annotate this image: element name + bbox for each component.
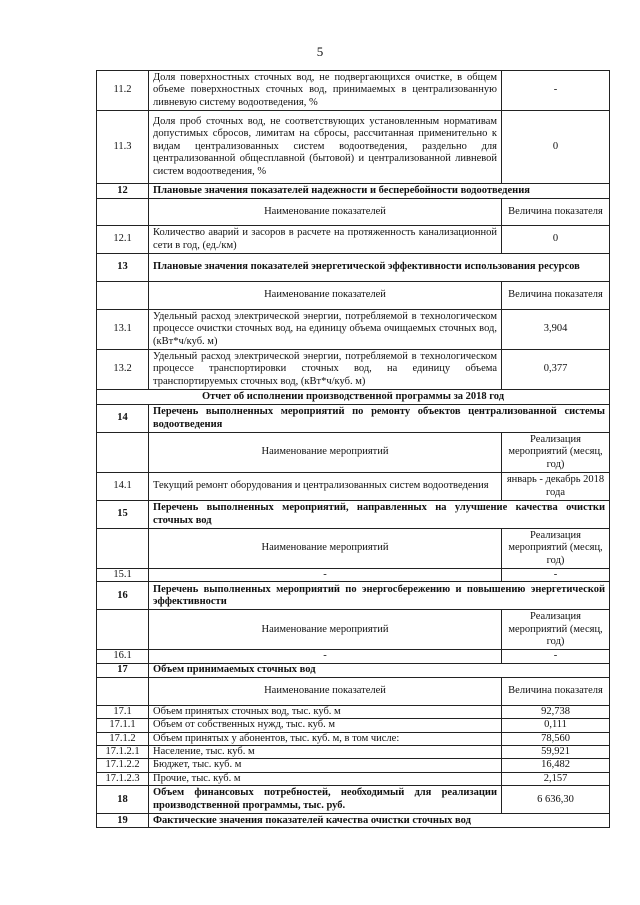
- row-value: 16,482: [502, 759, 610, 772]
- row-description: Прочие, тыс. куб. м: [149, 772, 502, 785]
- empty-cell: [97, 677, 149, 705]
- row-number: 17.1.2: [97, 732, 149, 745]
- row-number: 16.1: [97, 650, 149, 663]
- row-description: Население, тыс. куб. м: [149, 746, 502, 759]
- row-number: 17.1.2.1: [97, 746, 149, 759]
- row-value: -: [502, 569, 610, 582]
- table-row: [97, 71, 610, 111]
- row-value: 0: [502, 111, 610, 184]
- table-row: [97, 746, 610, 759]
- section-title: Перечень выполненных мероприятий по ремонту объектов централизованной системы водоотведения: [149, 405, 610, 433]
- column-header-name: Наименование мероприятий: [149, 433, 502, 473]
- table-row: [97, 282, 610, 310]
- report-section-title: Отчет об исполнении производственной программы за 2018 год: [97, 390, 610, 405]
- row-value: 59,921: [502, 746, 610, 759]
- row-number: 18: [97, 786, 149, 814]
- column-header-value: Реализация мероприятий (месяц, год): [502, 433, 610, 473]
- row-value: 0,377: [502, 350, 610, 390]
- empty-cell: [97, 282, 149, 310]
- row-description: Текущий ремонт оборудования и централизованных систем водоотведения: [149, 473, 502, 501]
- table-row: [97, 111, 610, 184]
- section-number: 13: [97, 254, 149, 282]
- column-header-value: Реализация мероприятий (месяц, год): [502, 529, 610, 569]
- row-number: 17.1: [97, 705, 149, 718]
- table-row: [97, 254, 610, 282]
- table-row: [97, 310, 610, 350]
- empty-cell: [97, 199, 149, 226]
- row-value: -: [502, 71, 610, 111]
- empty-cell: [97, 433, 149, 473]
- empty-cell: [97, 610, 149, 650]
- section-number: 19: [97, 814, 149, 828]
- table-row: [97, 184, 610, 199]
- row-number: 13.1: [97, 310, 149, 350]
- table-row: [97, 786, 610, 814]
- table-row: [97, 199, 610, 226]
- table-row: [97, 433, 610, 473]
- row-number: 15.1: [97, 569, 149, 582]
- table-row: [97, 677, 610, 705]
- section-number: 16: [97, 582, 149, 610]
- row-description: Объем принятых сточных вод, тыс. куб. м: [149, 705, 502, 718]
- table-row: [97, 772, 610, 785]
- row-value: 0,111: [502, 719, 610, 732]
- row-number: 17.1.2.3: [97, 772, 149, 785]
- row-description: Количество аварий и засоров в расчете на протяженность канализационной сети в год, (ед./км): [149, 226, 502, 254]
- table-row: [97, 569, 610, 582]
- table-row: [97, 582, 610, 610]
- row-value: -: [502, 650, 610, 663]
- column-header-name: Наименование мероприятий: [149, 610, 502, 650]
- row-description: Удельный расход электрической энергии, потребляемой в технологическом процессе транспортировки сточных вод, на единицу объема транспортируемых сточных вод, (кВт*ч/куб. м): [149, 350, 502, 390]
- table-row: [97, 759, 610, 772]
- row-value: 3,904: [502, 310, 610, 350]
- row-value: 92,738: [502, 705, 610, 718]
- section-title: Перечень выполненных мероприятий, направленных на улучшение качества очистки сточных вод: [149, 501, 610, 529]
- row-value: 6 636,30: [502, 786, 610, 814]
- section-number: 12: [97, 184, 149, 199]
- column-header-name: Наименование показателей: [149, 677, 502, 705]
- empty-cell: [97, 529, 149, 569]
- table-row: [97, 405, 610, 433]
- row-value: январь - декабрь 2018 года: [502, 473, 610, 501]
- row-description: Объем принятых у абонентов, тыс. куб. м, в том числе:: [149, 732, 502, 745]
- table-row: [97, 501, 610, 529]
- table-row: [97, 473, 610, 501]
- row-number: 17.1.2.2: [97, 759, 149, 772]
- column-header-name: Наименование показателей: [149, 282, 502, 310]
- row-number: 14.1: [97, 473, 149, 501]
- row-value: 0: [502, 226, 610, 254]
- section-number: 15: [97, 501, 149, 529]
- table-row: [97, 814, 610, 828]
- section-title: Плановые значения показателей надежности и бесперебойности водоотведения: [149, 184, 610, 199]
- row-description: -: [149, 569, 502, 582]
- indicators-table: [96, 70, 610, 828]
- column-header-value: Реализация мероприятий (месяц, год): [502, 610, 610, 650]
- row-description: Удельный расход электрической энергии, потребляемой в технологическом процессе очистки сточных вод, на единицу объема очищаемых сточных вод, (кВт*ч/куб. м): [149, 310, 502, 350]
- table-row: [97, 610, 610, 650]
- table-row: [97, 663, 610, 677]
- row-number: 13.2: [97, 350, 149, 390]
- section-title: Объем принимаемых сточных вод: [149, 663, 610, 677]
- row-value: 2,157: [502, 772, 610, 785]
- row-description: Бюджет, тыс. куб. м: [149, 759, 502, 772]
- table-row: [97, 350, 610, 390]
- table-row: [97, 529, 610, 569]
- row-description: Доля проб сточных вод, не соответствующих установленным нормативам допустимых сбросов, лимитам на сбросы, рассчитанная применительно к видам централизованных систем водоотведения, раздельно для централизованной общесплавной (бытовой) и централизованной ливневой систем водоотведения, %: [149, 111, 502, 184]
- row-description: Объем финансовых потребностей, необходимый для реализации производственной программы, тыс. руб.: [149, 786, 502, 814]
- row-number: 11.2: [97, 71, 149, 111]
- column-header-value: Величина показателя: [502, 282, 610, 310]
- row-number: 17.1.1: [97, 719, 149, 732]
- row-description: Доля поверхностных сточных вод, не подвергающихся очистке, в общем объеме поверхностных сточных вод, принимаемых в централизованную ливневую систему водоотведения, %: [149, 71, 502, 111]
- page-number: 5: [316, 44, 324, 59]
- column-header-value: Величина показателя: [502, 199, 610, 226]
- row-description: -: [149, 650, 502, 663]
- row-description: Объем от собственных нужд, тыс. куб. м: [149, 719, 502, 732]
- column-header-name: Наименование показателей: [149, 199, 502, 226]
- table-row: [97, 705, 610, 718]
- section-title: Плановые значения показателей энергетической эффективности использования ресурсов: [149, 254, 610, 282]
- section-number: 14: [97, 405, 149, 433]
- table-row: [97, 719, 610, 732]
- table-row: [97, 732, 610, 745]
- table-row: [97, 390, 610, 405]
- row-number: 12.1: [97, 226, 149, 254]
- section-title: Перечень выполненных мероприятий по энергосбережению и повышению энергетической эффективности: [149, 582, 610, 610]
- row-number: 11.3: [97, 111, 149, 184]
- column-header-value: Величина показателя: [502, 677, 610, 705]
- section-number: 17: [97, 663, 149, 677]
- section-title: Фактические значения показателей качества очистки сточных вод: [149, 814, 610, 828]
- table-row: [97, 226, 610, 254]
- table-row: [97, 650, 610, 663]
- row-value: 78,560: [502, 732, 610, 745]
- column-header-name: Наименование мероприятий: [149, 529, 502, 569]
